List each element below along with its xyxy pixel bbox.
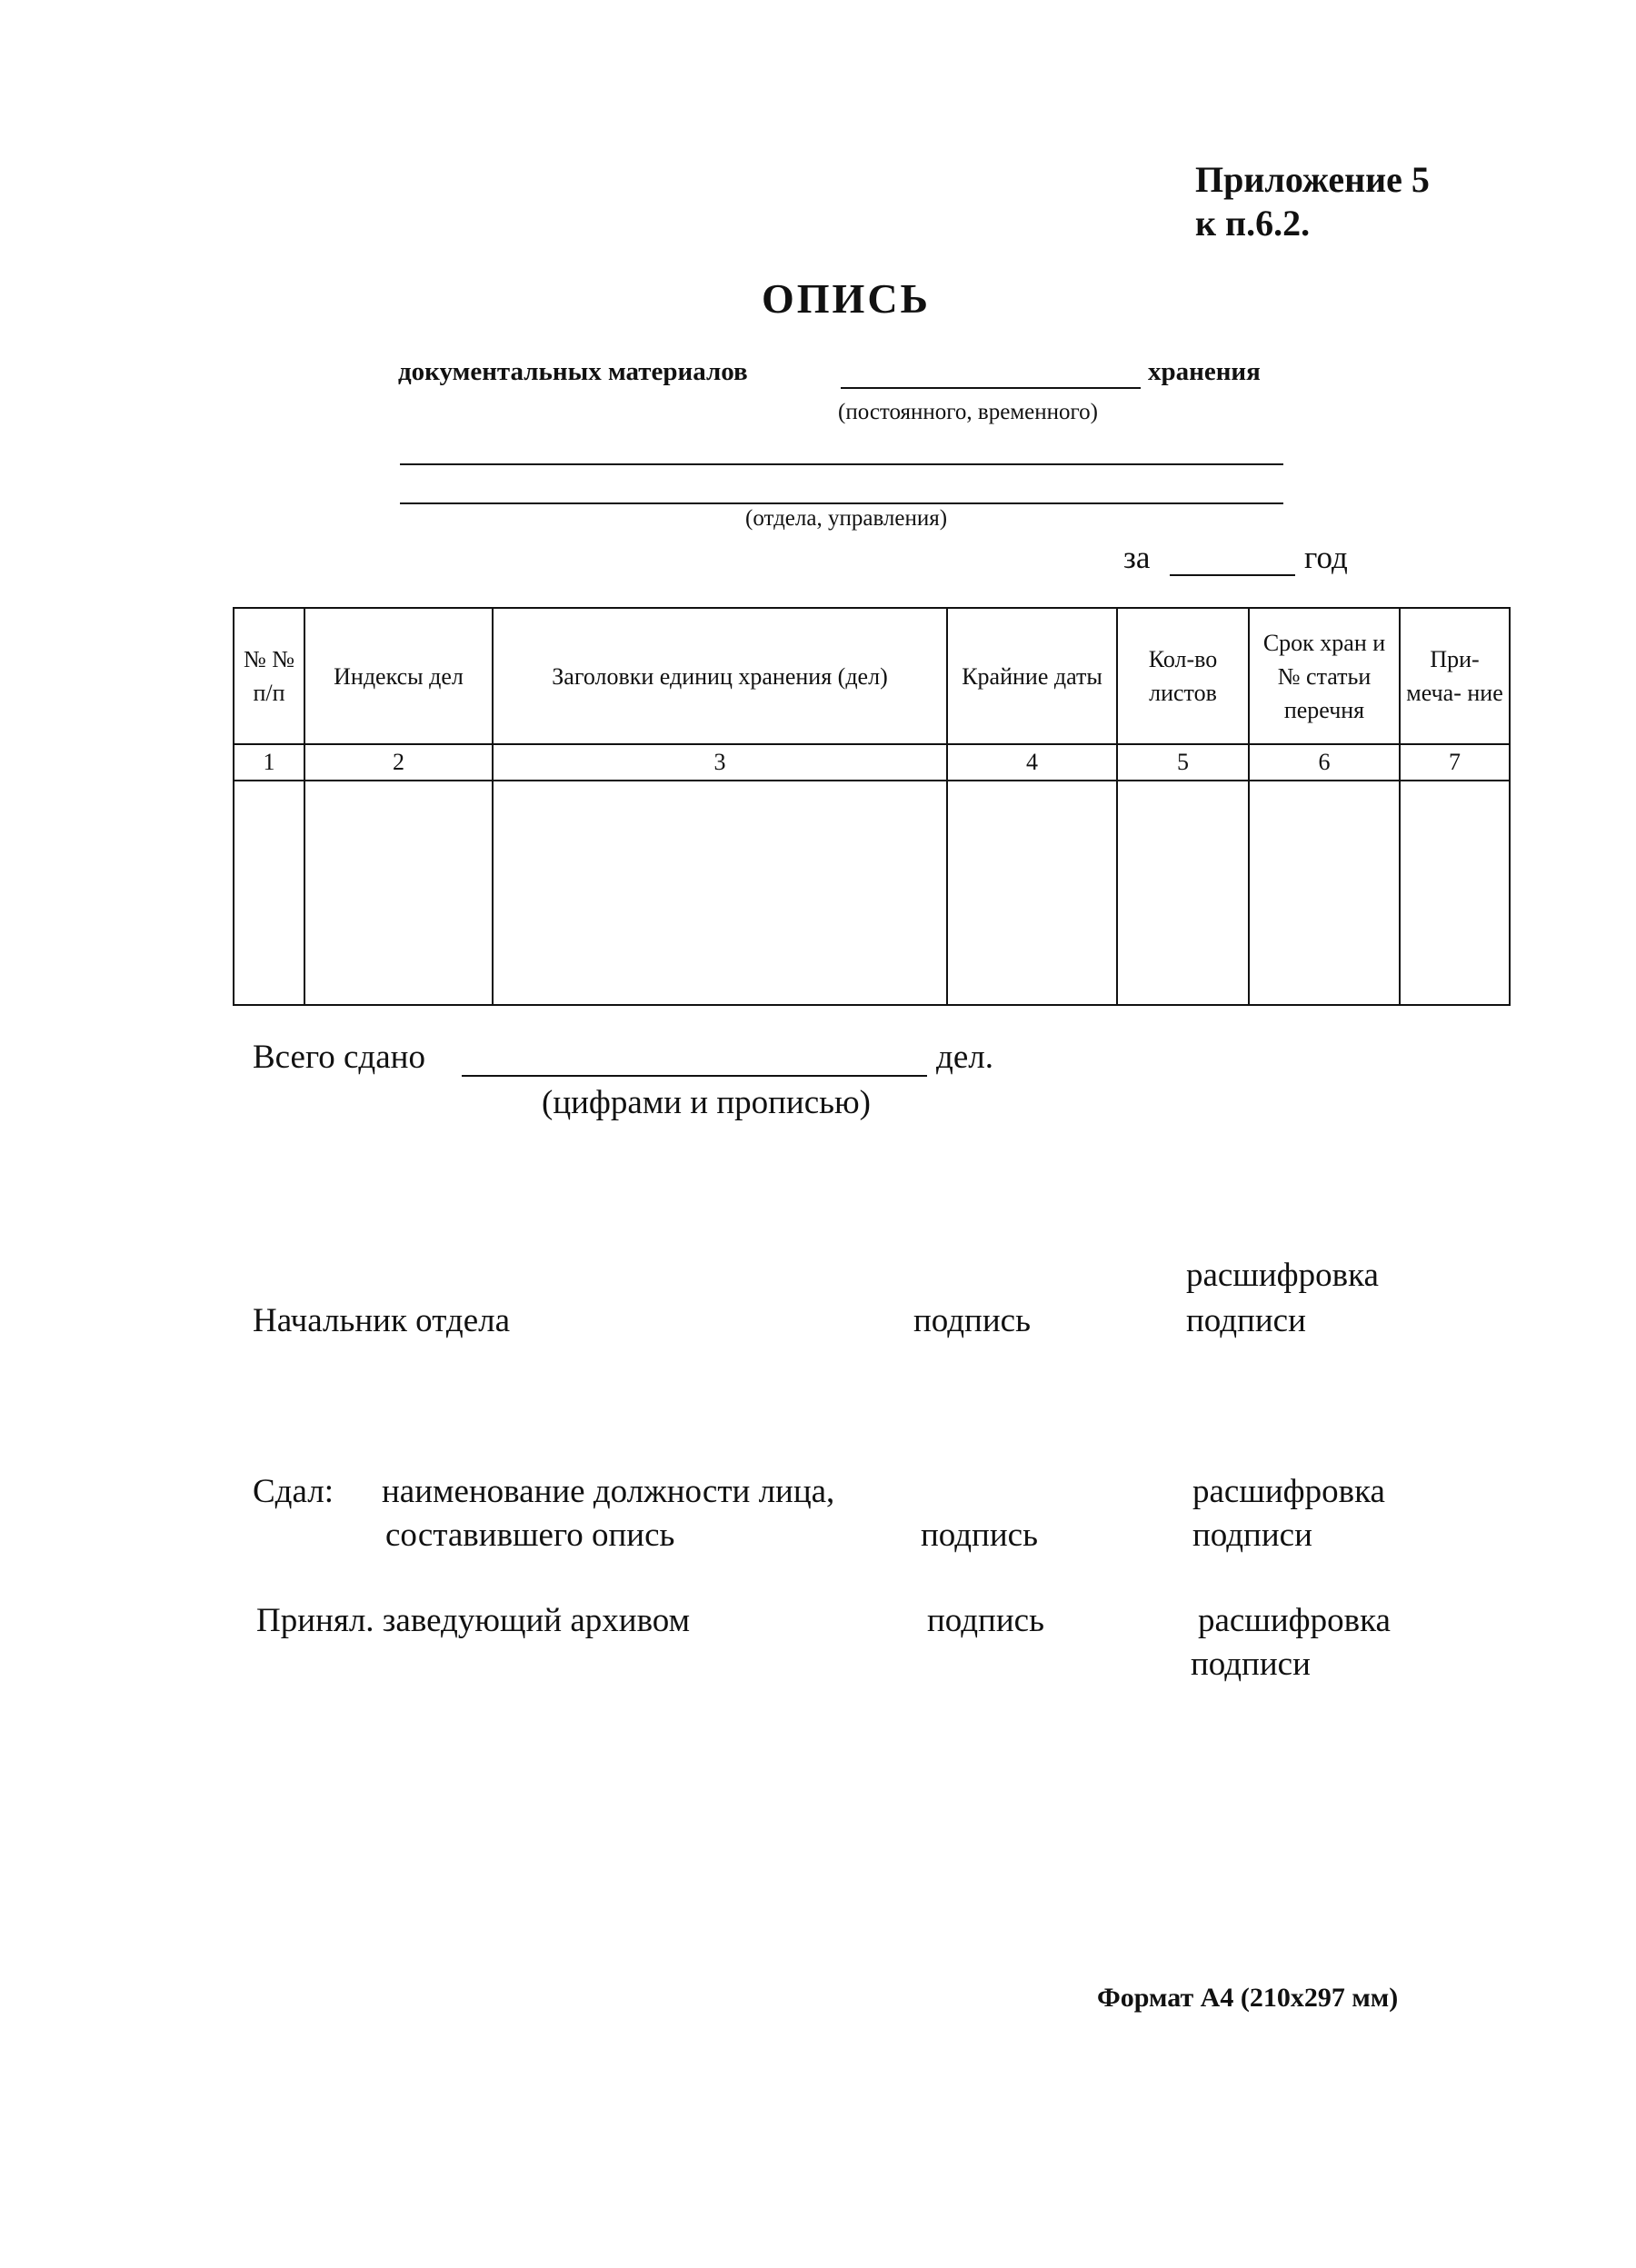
format-note: Формат А4 (210x297 мм)	[1097, 1983, 1399, 2013]
accepted-signature: подпись	[927, 1602, 1044, 1639]
storage-type-line	[841, 387, 1141, 389]
empty-cell	[493, 781, 947, 1005]
total-label: Всего сдано	[253, 1039, 425, 1076]
appendix-label: Приложение 5	[1195, 159, 1430, 200]
column-header: Кол-во листов	[1117, 608, 1249, 744]
accepted-decode-line1: расшифровка	[1198, 1602, 1391, 1639]
handed-decode-line1: расшифровка	[1192, 1473, 1385, 1510]
handed-signature: подпись	[921, 1517, 1038, 1554]
document-title: ОПИСЬ	[762, 275, 931, 322]
column-number-row	[234, 744, 1510, 781]
column-number: 5	[1117, 744, 1249, 781]
column-number: 6	[1249, 744, 1400, 781]
year-prefix: за	[1123, 540, 1151, 575]
storage-hint: (постоянного, временного)	[838, 400, 1098, 424]
column-header: Заголовки единиц хранения (дел)	[493, 608, 947, 744]
empty-cell	[234, 781, 304, 1005]
column-number: 4	[947, 744, 1117, 781]
column-header: При- меча- ние	[1400, 608, 1510, 744]
total-suffix: дел.	[936, 1039, 993, 1076]
head-decode-line2: подписи	[1186, 1302, 1306, 1339]
column-header: Крайние даты	[947, 608, 1117, 744]
accepted-role: Принял. заведующий архивом	[256, 1602, 690, 1639]
department-line-1	[400, 463, 1283, 465]
empty-cell	[1400, 781, 1510, 1005]
column-header: Индексы дел	[304, 608, 493, 744]
empty-cell	[947, 781, 1117, 1005]
column-number: 7	[1400, 744, 1510, 781]
head-signature: подпись	[913, 1302, 1031, 1339]
handed-role-line2: составившего опись	[385, 1517, 675, 1554]
column-header: Срок хран и № статьи перечня	[1249, 608, 1400, 744]
accepted-decode-line2: подписи	[1191, 1646, 1311, 1683]
appendix-reference: к п.6.2.	[1195, 203, 1311, 244]
department-hint: (отдела, управления)	[745, 506, 948, 531]
head-decode-line1: расшифровка	[1186, 1257, 1379, 1294]
empty-cell	[1249, 781, 1400, 1005]
column-number: 3	[493, 744, 947, 781]
empty-cell	[304, 781, 493, 1005]
column-number: 2	[304, 744, 493, 781]
table-header-row	[234, 608, 1510, 744]
year-suffix: год	[1304, 540, 1348, 575]
empty-cell	[1117, 781, 1249, 1005]
year-line	[1170, 574, 1295, 576]
inventory-table	[233, 607, 1511, 1006]
subtitle-right: хранения	[1148, 357, 1261, 386]
column-number: 1	[234, 744, 304, 781]
total-line	[462, 1075, 927, 1077]
department-line-2	[400, 502, 1283, 504]
head-role: Начальник отдела	[253, 1302, 511, 1339]
subtitle-left: документальных материалов	[398, 357, 748, 386]
empty-entry-row	[234, 781, 1510, 1005]
total-hint: (цифрами и прописью)	[542, 1084, 871, 1121]
handed-role-line1: наименование должности лица,	[382, 1473, 835, 1510]
handed-label: Сдал:	[253, 1473, 334, 1510]
column-header: № № п/п	[234, 608, 304, 744]
handed-decode-line2: подписи	[1192, 1517, 1312, 1554]
